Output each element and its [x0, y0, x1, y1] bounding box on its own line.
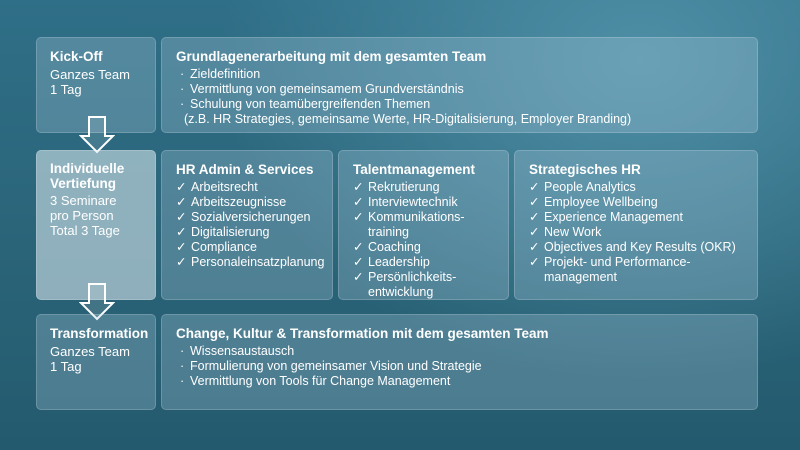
- list-item: · Vermittlung von gemeinsamem Grundverständnis: [176, 82, 743, 97]
- kickoff-line: Ganzes Team: [50, 67, 130, 82]
- list-item: ✓ Rekrutierung: [353, 180, 494, 195]
- hr-admin-title: HR Admin & Services: [176, 162, 314, 177]
- list-item: ✓ Objectives and Key Results (OKR): [529, 240, 743, 255]
- list-item: · Schulung von teamübergreifenden Themen: [176, 97, 743, 112]
- list-item: ✓ Arbeitsrecht: [176, 180, 318, 195]
- list-item-continuation: training: [368, 225, 409, 239]
- list-item: ✓ Digitalisierung: [176, 225, 318, 240]
- vertiefung-line: 3 Seminare: [50, 193, 117, 208]
- vertiefung-box: [36, 150, 156, 300]
- list-item: ✓ Projekt- und Performance-: [529, 255, 743, 270]
- list-item: ✓ Kommunikations-: [353, 210, 494, 225]
- grundlagen-list: [176, 67, 743, 112]
- list-item: · Wissensaustausch: [176, 344, 743, 359]
- hr-admin-box: [161, 150, 333, 300]
- list-item: ✓ Compliance: [176, 240, 318, 255]
- list-item: ✓ Arbeitszeugnisse: [176, 195, 318, 210]
- transformation-title: Transformation: [50, 326, 149, 341]
- talent-list: [353, 180, 494, 300]
- transformation-line: Ganzes Team: [50, 344, 130, 359]
- list-item: ✓ Sozialversicherungen: [176, 210, 318, 225]
- change-list: [176, 344, 743, 389]
- vertiefung-line: Total 3 Tage: [50, 223, 120, 238]
- list-item: · Vermittlung von Tools für Change Management: [176, 374, 743, 389]
- vertiefung-title: Vertiefung: [50, 176, 117, 191]
- list-item-continuation: entwicklung: [368, 285, 434, 299]
- transformation-line: 1 Tag: [50, 359, 82, 374]
- list-item: · Zieldefinition: [176, 67, 743, 82]
- list-item: · Formulierung von gemeinsamer Vision und Strategie: [176, 359, 743, 374]
- transformation-box: [36, 314, 156, 410]
- grundlagen-title: Grundlagenerarbeitung mit dem gesamten Team: [176, 49, 487, 64]
- list-item: ✓ Experience Management: [529, 210, 743, 225]
- kickoff-line: 1 Tag: [50, 82, 82, 97]
- list-item: ✓ Employee Wellbeing: [529, 195, 743, 210]
- list-item-continuation: management: [544, 270, 617, 284]
- strategisch-title: Strategisches HR: [529, 162, 641, 177]
- vertiefung-line: pro Person: [50, 208, 114, 223]
- list-item: ✓ Persönlichkeits-: [353, 270, 494, 285]
- grundlagen-box: [161, 37, 758, 133]
- change-box: [161, 314, 758, 410]
- talent-title: Talentmanagement: [353, 162, 476, 177]
- list-item: ✓ Leadership: [353, 255, 494, 270]
- list-item: ✓ New Work: [529, 225, 743, 240]
- hr-admin-list: [176, 180, 325, 270]
- list-item: ✓ People Analytics: [529, 180, 743, 195]
- list-item: ✓ Interviewtechnik: [353, 195, 494, 210]
- down-arrow-icon: [79, 116, 115, 154]
- change-title: Change, Kultur & Transformation mit dem gesamten Team: [176, 326, 549, 341]
- talent-box: [338, 150, 509, 300]
- grundlagen-subnote: (z.B. HR Strategies, gemeinsame Werte, HR-Digitalisierung, Employer Branding): [184, 112, 632, 126]
- list-item: ✓ Personaleinsatzplanung: [176, 255, 318, 270]
- vertiefung-title: Individuelle: [50, 161, 125, 176]
- strategisch-list: [529, 180, 743, 285]
- list-item: ✓ Coaching: [353, 240, 494, 255]
- kickoff-title: Kick-Off: [50, 49, 103, 64]
- strategisch-box: [514, 150, 758, 300]
